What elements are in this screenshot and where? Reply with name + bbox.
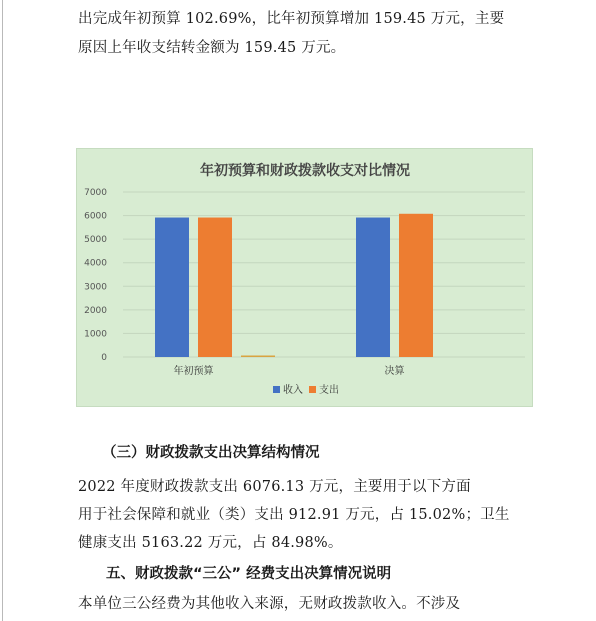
y-tick-label: 7000 xyxy=(84,188,107,198)
section3-line-1: 2022 年度财政拨款支出 6076.13 万元，主要用于以下方面 xyxy=(78,479,471,495)
y-tick-label: 6000 xyxy=(84,211,107,222)
legend-swatch xyxy=(309,386,316,393)
bar-收入-决算 xyxy=(356,218,390,357)
bar-支出-决算 xyxy=(399,214,433,357)
bar-residual xyxy=(241,356,275,358)
y-tick-label: 3000 xyxy=(84,282,107,293)
chart-title: 年初预算和财政拨款收支对比情况 xyxy=(200,163,410,179)
y-tick-label: 4000 xyxy=(84,258,107,269)
y-tick-label: 2000 xyxy=(84,305,107,316)
intro-line-2: 原因上年收支结转金额为 159.45 万元。 xyxy=(78,40,346,56)
bar-支出-年初预算 xyxy=(198,218,232,357)
page-left-border xyxy=(2,0,3,621)
chart-svg xyxy=(77,149,534,408)
section5-line-1: 本单位三公经费为其他收入来源，无财政拨款收入。不涉及 xyxy=(78,596,461,612)
x-category-label: 年初预算 xyxy=(173,366,214,377)
chart-y-axis xyxy=(84,188,107,363)
section3-line-2: 用于社会保障和就业（类）支出 912.91 万元，占 15.02%；卫生 xyxy=(78,507,510,523)
section5-heading: 五、财政拨款“三公” 经费支出决算情况说明 xyxy=(106,566,392,582)
chart-bars xyxy=(155,214,433,357)
bar-收入-年初预算 xyxy=(155,218,189,357)
budget-comparison-chart xyxy=(76,148,533,407)
section3-heading: （三）财政拨款支出决算结构情况 xyxy=(102,445,320,461)
chart-x-axis xyxy=(174,364,405,377)
chart-legend xyxy=(273,383,339,396)
section3-line-3: 健康支出 5163.22 万元，占 84.98%。 xyxy=(78,535,343,551)
legend-label: 支出 xyxy=(319,385,339,396)
legend-swatch xyxy=(273,386,280,393)
legend-label: 收入 xyxy=(283,385,303,396)
x-category-label: 决算 xyxy=(384,366,405,377)
y-tick-label: 0 xyxy=(101,353,107,363)
y-tick-label: 1000 xyxy=(84,329,107,340)
intro-line-1: 出完成年初预算 102.69%，比年初预算增加 159.45 万元，主要 xyxy=(78,11,505,27)
y-tick-label: 5000 xyxy=(84,235,107,246)
